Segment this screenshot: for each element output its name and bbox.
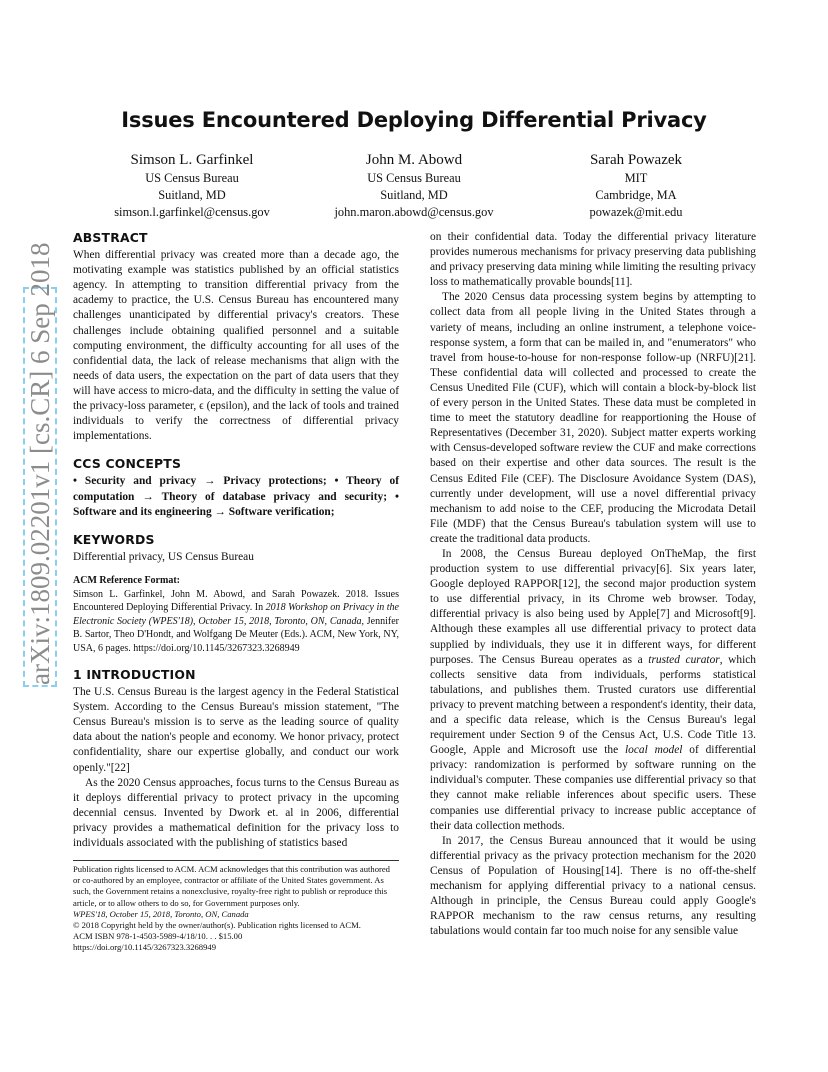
author-affiliation: US Census Bureau — [367, 171, 461, 185]
author-email[interactable]: powazek@mit.edu — [589, 205, 683, 219]
text-span: , which collects sensitive data from individuals, performs statistical tabulations, and publishes them. Trusted curators use differential privacy to prevent matching between a respondent's identity, their data, and a specific data release, which is the Census Bureau's legal requirement under Section 9 of the Census Act, U.S. Code Title 13. Google, Apple and Microsoft use the — [430, 653, 756, 757]
author-location: Suitland, MD — [380, 188, 448, 202]
reference-text-a: Simson L. Garfinkel, John M. Abowd, and Sarah Powazek. 2018. Issues Encountered Deploying Differential Privacy. In — [73, 588, 399, 614]
arxiv-stamp[interactable]: arXiv:1809.02201v1 [cs.CR] 6 Sep 2018 — [25, 242, 55, 685]
body-paragraph — [430, 547, 756, 834]
reference-format-heading: ACM Reference Format: — [73, 574, 180, 586]
author-2 — [284, 150, 544, 221]
ccs-text: • Security and privacy → Privacy protections; • Theory of computation → Theory of database privacy and security; • Software and its engineering → Software verification; — [73, 475, 399, 518]
text-span: of differential privacy: randomization is performed by software running on the individual's computer. These companies use differential privacy so that they cannot make reliable inferences about specific users. These companies use differential privacy to increase public acceptance of their data collection methods. — [430, 744, 756, 832]
reference-format-text — [73, 588, 399, 655]
intro-heading: 1 INTRODUCTION — [73, 667, 196, 682]
author-3 — [506, 150, 766, 221]
paper-title: Issues Encountered Deploying Differential Privacy — [121, 108, 707, 132]
author-name: John M. Abowd — [365, 152, 463, 168]
right-column — [430, 230, 756, 939]
body-paragraph: on their confidential data. Today the differential privacy literature provides numerous mechanisms for privacy preserving data publishing and privacy preserving data mining while limiting the resulting privacy loss to mathematically provable bounds[11]. — [430, 231, 756, 289]
author-1 — [62, 150, 322, 221]
author-affiliation: US Census Bureau — [145, 171, 239, 185]
intro-paragraph: As the 2020 Census approaches, focus turns to the Census Bureau as it deploys differential privacy to protect privacy in the upcoming decennial census. Invented by Dwork et. al in 2006, differential privacy provides a mathematical definition for the privacy loss to individuals associated with the publishing of statistics based — [73, 776, 399, 850]
left-column — [73, 230, 399, 851]
author-email[interactable]: simson.l.garfinkel@census.gov — [114, 205, 270, 219]
footnote-doi[interactable]: https://doi.org/10.1145/3267323.3268949 — [73, 942, 216, 953]
footnote — [73, 860, 399, 954]
ccs-heading: CCS CONCEPTS — [73, 456, 182, 472]
footnote-copyright: © 2018 Copyright held by the owner/author(s). Publication rights licensed to ACM. — [73, 920, 361, 931]
text-span: In 2008, the Census Bureau deployed OnTheMap, the first production system to use differential privacy[6]. Six years later, Google deployed RAPPOR[12], the second major production system to use differential privacy, in its Chrome web browser. Today, differential privacy is also being used by Apple[7] and Microsoft[9]. Although these examples all use differential privacy to protect data supplied by individuals, they use it in different ways, for different purposes. The Census Bureau operates as a — [430, 547, 756, 666]
keywords-heading: KEYWORDS — [73, 531, 155, 547]
footnote-conference: WPES'18, October 15, 2018, Toronto, ON, Canada — [73, 908, 249, 919]
body-paragraph: In 2017, the Census Bureau announced that it would be using differential privacy as the privacy protection mechanism for the 2020 Census of Population of Housing[14]. There is no off-the-shelf mechanism for applying differential privacy to a national census. Although in principle, the Census Bureau could apply Google's RAPPOR mechanism to the raw census returns, any resulting tabulations would contain far too much noise for any sensible value — [430, 834, 756, 938]
author-affiliation: MIT — [624, 171, 648, 185]
author-email[interactable]: john.maron.abowd@census.gov — [334, 205, 494, 219]
body-paragraph: The 2020 Census data processing system begins by attempting to collect data from all people living in the United States through a variety of means, including an online instrument, a telephone voice-response system, a form that can be mailed in, and "enumerators" who travel from house-to-house for non-response follow-up (NRFU)[21]. These confidential data will collected and processed to create the Census Unedited File (CUF), which will contain a block-by-block list of every person in the United States. These data must be completed in time to meet the statutory deadline for reapportioning the House of Representatives (December 31, 2020). Subject matter experts working with Census-developed software review the CUF and make corrections based on their expertise and other data sources. The result is the Census Edited File (CEF). The Disclosure Avoidance System (DAS), currently under development, will use a novel differential privacy mechanism to add noise to the CEF, producing the Microdata Detail File (MDF) that the Census Bureau's tabulation system will use to create the traditional data products. — [430, 291, 756, 545]
emphasis-local-model: local model — [625, 744, 683, 757]
author-name: Simson L. Garfinkel — [130, 152, 254, 168]
author-location: Cambridge, MA — [595, 188, 677, 202]
abstract-heading: ABSTRACT — [73, 230, 148, 245]
keywords-text: Differential privacy, US Census Bureau — [73, 550, 254, 563]
reference-venue: 2018 Workshop on Privacy in the Electronic Society (WPES'18), October 15, 2018, Toronto, ON, Canada — [73, 602, 399, 627]
author-location: Suitland, MD — [158, 188, 226, 202]
author-name: Sarah Powazek — [589, 152, 683, 168]
footnote-isbn: ACM ISBN 978-1-4503-5989-4/18/10. . . $15.00 — [73, 931, 243, 942]
intro-paragraph: The U.S. Census Bureau is the largest agency in the Federal Statistical System. According to the Census Bureau's mission statement, "The Census Bureau's mission is to serve as the leading source of quality data about the nation's people and economy. We honor privacy, protect confidentiality, share our expertise globally, and conduct our work openly."[22] — [73, 686, 399, 774]
reference-text-b: , Jennifer B. Sartor, Theo D'Hondt, and Wolfgang De Meuter (Eds.). ACM, New York, NY, USA, 6 pages. https://doi.org/10.1145/3267323.3268949 — [73, 615, 399, 654]
abstract-text: When differential privacy was created more than a decade ago, the motivating example was statistics published by an official statistics agency. In attempting to transition differential privacy from the academy to practice, the U.S. Census Bureau has encountered many challenges unanticipated by differential privacy's creators. These challenges include obtaining qualified personnel and a suitable computing environment, the difficulty accounting for all uses of the confidential data, the lack of release mechanisms that align with the needs of data users, the expectation on the part of data users that they will have access to micro-data, and the difficulty in setting the value of the privacy-loss parameter, ϵ (epsilon), and the lack of tools and trained individuals to verify the correctness of differential privacy implementations. — [73, 249, 399, 443]
footnote-permission: Publication rights licensed to ACM. ACM acknowledges that this contribution was authored or co-authored by an employee, contractor or affiliate of the United States government. As such, the Government retains a nonexclusive, royalty-free right to publish or reproduce this article, or to allow others to do so, for Government purposes only. — [73, 864, 390, 908]
emphasis-trusted-curator: trusted curator — [648, 653, 720, 666]
